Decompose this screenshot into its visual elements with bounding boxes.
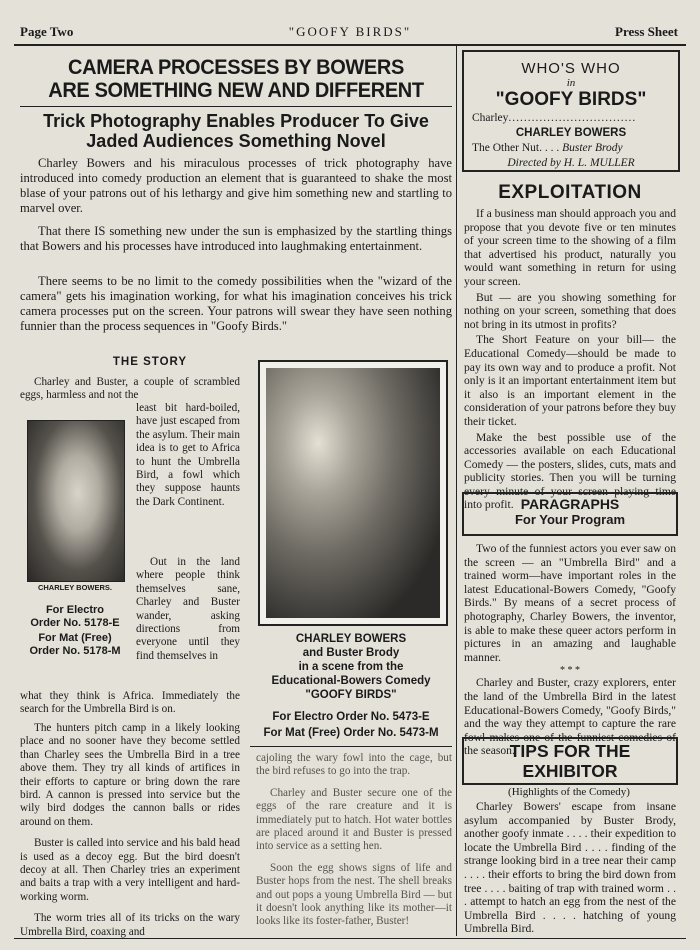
whos-who-film: "GOOFY BIRDS"	[495, 89, 647, 110]
tips-title-2: EXHIBITOR	[522, 761, 618, 781]
cast-label-charley: Charley	[472, 112, 509, 124]
subheadline	[18, 111, 454, 151]
tips-highlights: (Highlights of the Comedy)	[508, 786, 630, 798]
scene-caption	[250, 632, 452, 740]
column-divider	[456, 46, 457, 936]
story-left-para-2: Buster is called into service and his bald head is used as a decoy egg. But the bird doesn't decoy at all. Then Charley tries an experiment and baits a trap with a very intelligent and hard-working worm.	[20, 837, 240, 903]
whos-who-box	[462, 50, 680, 172]
story-mid-column	[256, 752, 452, 937]
story-left-para-3: The worm tries all of its tricks on the wary Umbrella Bird, coaxing and	[20, 912, 240, 938]
main-headline	[35, 56, 437, 102]
scene-caption-1: CHARLEY BOWERS	[295, 633, 407, 645]
headline-line-2: ARE SOMETHING NEW AND DIFFERENT	[48, 78, 424, 102]
cast-name-other: Buster Brody	[562, 142, 623, 154]
story-mid-para-3: Soon the egg shows signs of life and Buster hops from the nest. The shell breaks and out pops a young Umbrella Bird — but it doesn't look anything like its mother—it looks like its foster-father, Buster!	[256, 861, 452, 928]
scene-caption-2: and Buster Brody	[302, 647, 400, 659]
headline-line-1: CAMERA PROCESSES BY BOWERS	[68, 55, 404, 79]
exploitation-para-2: But — are you showing something for nothing on your screen, something that does not bring in its utmost in profits?	[464, 290, 676, 331]
portrait-caption	[24, 604, 126, 658]
portrait-caption-3: For Mat (Free)	[38, 632, 112, 644]
subhead-line-1: Trick Photography Enables Producer To Give	[43, 111, 429, 131]
subhead-line-2: Jaded Audiences Something Novel	[86, 131, 386, 151]
story-mid-para-2: Charley and Buster secure one of the eggs of the rare creature and it is immediately put to hatch. Hot water bottles are placed around it and Buster is pressed into service as a setting hen.	[256, 786, 452, 853]
cast-label-other: The Other Nut	[472, 142, 540, 154]
story-continue: what they think is Africa. Immediately the search for the Umbrella Bird is on.	[20, 690, 240, 716]
sheet-title: "GOOFY BIRDS"	[288, 24, 412, 39]
program-para-2: Charley and Buster, crazy explorers, enter the land of the Umbrella Bird in the latest Educational-Bowers Comedy, "Goofy Birds," and the way they attempt to capture the rare fowl makes one of the funniest comedies of the season.	[464, 676, 676, 758]
whos-who-title: WHO'S WHO	[521, 60, 621, 77]
paragraph-separator: * * *	[560, 665, 580, 677]
tips-text: Charley Bowers' escape from insane asylum accompanied by Buster Brody, another goofy inmate . . . . their expedition to locate the Umbrella Bird . . . . finding of the strange looking bird in a tree near their camp . . . . their efforts to bring the bird down from tree . . . . baiting of trap with trained worm . . . attempt to hatch an egg from the nest of the Umbrella Bird . . . . hatching of young Umbrella Bird.	[464, 800, 676, 936]
exploitation-para-1: If a business man should approach you and propose that you devote five or ten minutes of your screen time to the showing of a film that advertised his product, naturally you would want something in return for using your screen.	[464, 207, 676, 288]
story-left-column	[20, 722, 240, 947]
story-left-para-1: The hunters pitch camp in a likely looking place and no sooner have they become settled than Charley sees the Umbrella Bird in a tree above them. They try all kinds of artifices in their efforts to capture or bring down the rare bird. A cannon is pressed into service but the wily bird dodges the cannon balls or rides around on them.	[20, 722, 240, 828]
paragraphs-box	[462, 492, 678, 536]
exploitation-para-3: The Short Feature on your bill— the Educational Comedy—should be made to pay its own way and to produce a profit. Not only is it an important entertainment item but it also is an important element in the consideration of your patrons before they buy their ticket.	[464, 333, 676, 428]
tips-title-1: TIPS FOR THE	[509, 741, 631, 761]
charley-bowers-portrait	[27, 420, 125, 582]
paragraphs-text	[464, 542, 676, 760]
cast-name-charley: CHARLEY BOWERS	[515, 127, 627, 139]
lead-paragraph-3: There seems to be no limit to the comedy possibilities when the "wizard of the camera" gets his imagination working, for what his imagination conceives his trick camera processes put on the screen. Your patrons will swear they have seen nothing funnier than the process sequences in "Goofy Birds."	[20, 274, 452, 333]
paragraphs-subtitle: For Your Program	[514, 512, 626, 527]
exploitation-text	[464, 207, 676, 514]
cast-list	[472, 111, 670, 171]
story-mid-para-1: cajoling the wary fowl into the cage, but the bird refuses to go into the trap.	[256, 752, 452, 778]
exploitation-para-4: Make the best possible use of the accessories available on each Educational Comedy — the posters, slides, cuts, mats and publicity stories. Then you will be turning every minute of your screen playing time into profit.	[464, 430, 676, 512]
paragraphs-title: PARAGRAPHS	[520, 496, 620, 512]
scene-caption-5: "GOOFY BIRDS"	[305, 689, 397, 701]
program-para-1: Two of the funniest actors you ever saw on the screen — an "Umbrella Bird" and a trained worm—have important roles in the latest Educational-Bowers Comedy, "Goofy Birds." By means of a secret process of photography, Charley Bowers, the inventor, is able to make these queer actors perform in pictures in an amazing and laughable manner.	[464, 542, 676, 664]
tips-box	[462, 737, 678, 785]
story-top: Charley and Buster, a couple of scrambled eggs, harmless and not the	[20, 376, 240, 402]
portrait-caption-1: For Electro	[45, 604, 105, 616]
scene-photo-frame	[258, 360, 448, 626]
scene-caption-7: For Mat (Free) Order No. 5473-M	[263, 727, 439, 739]
director-credit: Directed by H. L. MULLER	[507, 157, 635, 169]
footer-rule	[14, 938, 686, 939]
page-number: Page Two	[20, 24, 74, 39]
lead-paragraph-2: That there IS something new under the sun is emphasized by the startling things that Bowers and his processes have introduced into laughmaking entertainment.	[20, 224, 452, 253]
cast-row-other: The Other Nut. . . . Buster Brody	[472, 142, 623, 154]
story-narrow-1: least bit hard-boiled, have just escaped from the asylum. Their main idea is to get to Africa to hunt the Umbrella Bird, a fowl which they suppose haunts the Dark Continent.	[136, 402, 240, 508]
scene-caption-6: For Electro Order No. 5473-E	[272, 711, 430, 723]
scene-caption-3: in a scene from the	[298, 661, 404, 673]
story-narrow-2: Out in the land where people think themselves sane, Charley and Buster wander, asking directions from everyone until they find themselves in	[136, 556, 240, 662]
scene-photo	[266, 368, 440, 618]
lead-paragraph-1: Charley Bowers and his miraculous processes of trick photography have introduced into comedy production an element that is guaranteed to shake the most blase of your patrons out of his lethargy and give him something new and startling to marvel over.	[20, 156, 452, 215]
portrait-caption-4: Order No. 5178-M	[29, 645, 121, 657]
headline-rule	[20, 106, 452, 107]
cast-row-charley: Charley.................................	[472, 112, 637, 124]
story-title: THE STORY	[112, 356, 188, 368]
portrait-label: CHARLEY BOWERS.	[37, 583, 113, 592]
whos-who-in: in	[566, 77, 576, 89]
portrait-caption-2: Order No. 5178-E	[30, 617, 120, 629]
exploitation-title: EXPLOITATION	[498, 182, 642, 203]
scene-caption-4: Educational-Bowers Comedy	[271, 675, 431, 687]
scene-rule	[250, 746, 452, 747]
sheet-label: Press Sheet	[615, 24, 678, 39]
header-rule	[14, 44, 686, 46]
